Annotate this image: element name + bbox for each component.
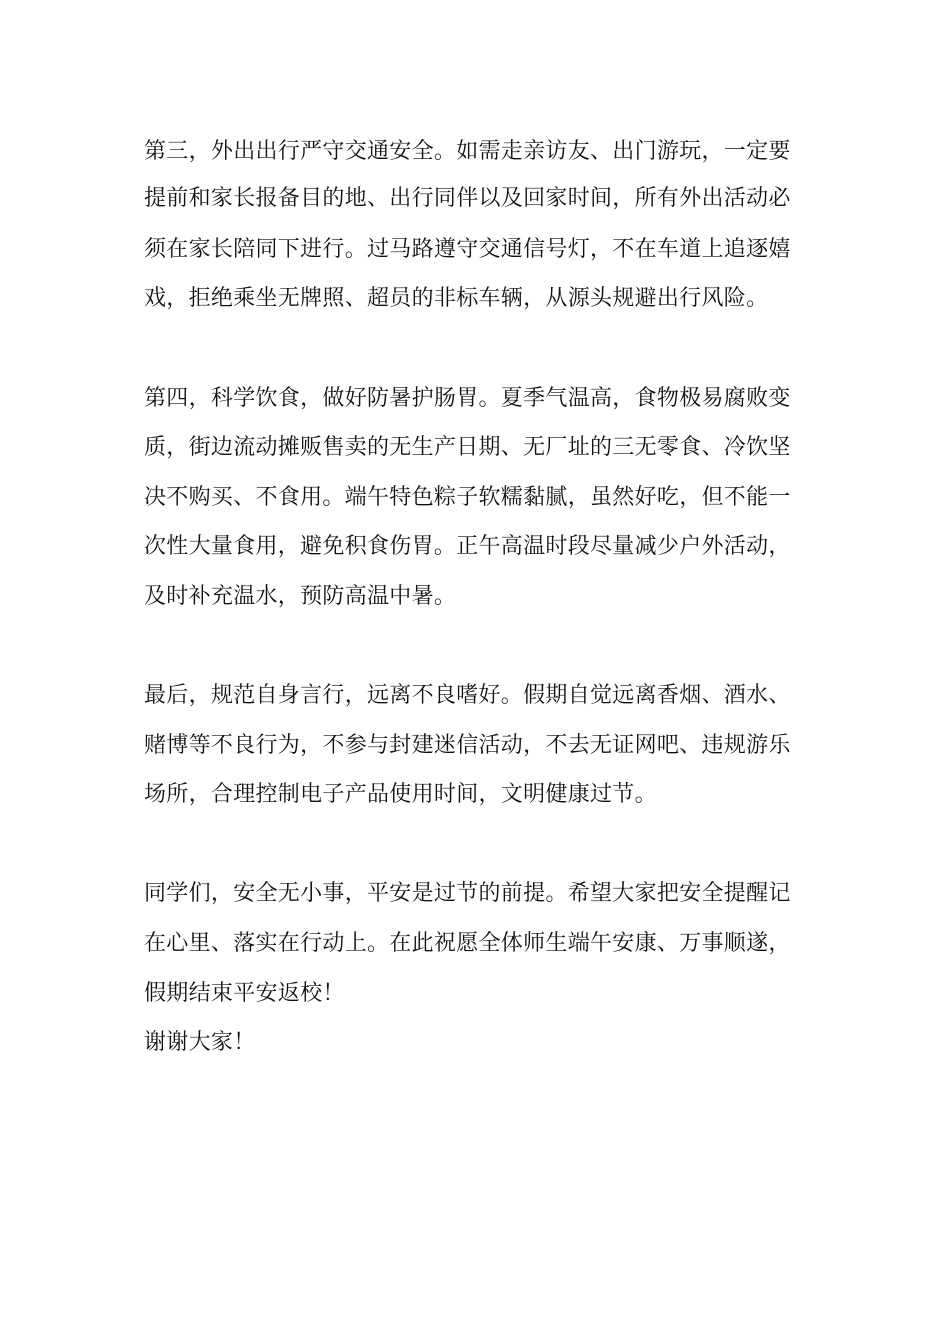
text-line: 须在家长陪同下进行。过马路遵守交通信号灯，不在车道上追逐嬉 <box>144 237 791 262</box>
text-line: 第三，外出出行严守交通安全。如需走亲访友、出门游玩，一定要 <box>144 139 791 164</box>
thank-you-line: 谢谢大家！ <box>144 1030 256 1055</box>
text-line: 次性大量食用，避免积食伤胃。正午高温时段尽量减少户外活动， <box>144 534 791 559</box>
text-line: 提前和家长报备目的地、出行同伴以及回家时间，所有外出活动必 <box>144 186 791 211</box>
text-line: 质，街边流动摊贩售卖的无生产日期、无厂址的三无零食、冷饮坚 <box>144 435 791 460</box>
text-line: 假期结束平安返校！ <box>144 981 345 1006</box>
text-line: 戏，拒绝乘坐无牌照、超员的非标车辆，从源头规避出行风险。 <box>144 286 769 311</box>
text-line: 在心里、落实在行动上。在此祝愿全体师生端午安康、万事顺遂， <box>144 931 791 956</box>
text-line: 赌博等不良行为，不参与封建迷信活动，不去无证网吧、违规游乐 <box>144 733 791 758</box>
text-line: 同学们，安全无小事，平安是过节的前提。希望大家把安全提醒记 <box>144 881 791 906</box>
text-line: 场所，合理控制电子产品使用时间，文明健康过节。 <box>144 782 657 807</box>
text-line: 第四，科学饮食，做好防暑护肠胃。夏季气温高，食物极易腐败变 <box>144 386 791 411</box>
text-line: 决不购买、不食用。端午特色粽子软糯黏腻，虽然好吃，但不能一 <box>144 485 791 510</box>
text-line: 及时补充温水，预防高温中暑。 <box>144 584 457 609</box>
text-line: 最后，规范自身言行，远离不良嗜好。假期自觉远离香烟、酒水、 <box>144 683 791 708</box>
